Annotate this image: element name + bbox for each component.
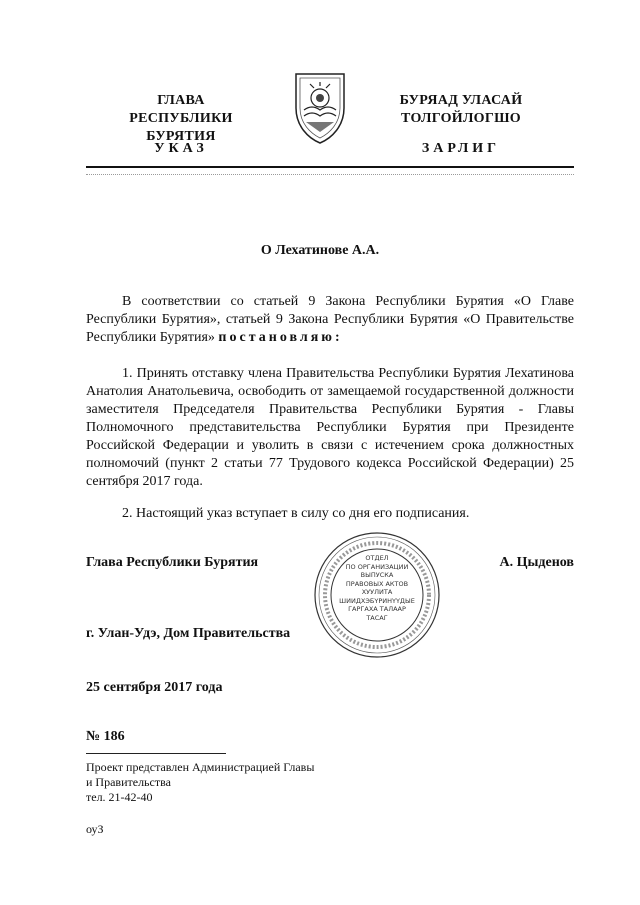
preamble-paragraph [86, 293, 574, 347]
place: г. Улан-Удэ, Дом Правительства [86, 626, 291, 641]
footer-line-3: тел. 21-42-40 [86, 790, 153, 804]
stamp-line-6: ШИИДХЭБҮРИНҮҮДЫЕ [339, 596, 415, 605]
stamp-line-7: ГАРГАХА ТАЛААР [348, 605, 406, 613]
decree-number: № 186 [86, 729, 125, 744]
stamp-line-4: ПРАВОВЫХ АКТОВ [345, 579, 409, 588]
header-right-doc-type: ЗАРЛИГ [421, 141, 501, 156]
stamp-line-5: ХУУЛИТА [361, 588, 393, 596]
decree-word: постановляю: [218, 330, 343, 345]
document-code: оуЗ [86, 822, 104, 836]
header-right-line2: ТОЛГОЙЛОГШО [401, 111, 521, 126]
footer-line-1: Проект представлен Администрацией Главы [86, 760, 315, 774]
header-left-title [96, 92, 266, 146]
signatory-name: А. Цыденов [499, 555, 574, 570]
official-stamp [312, 530, 442, 660]
item-1-paragraph: 1. Принять отставку члена Правительства Республики Бурятия Лехатинова Анатолия Анатольевича, освободить от замещаемой государственной должности заместителя Председателя Правительства Республики Бурятия - Главы Полномочного представительства Республики Бурятия при Президенте Российской Федерации и уволить в связи с истечением срока должностных полномочий (пункт 2 статьи 77 Трудового кодекса Российской Федерации) 25 сентября 2017 года. [86, 366, 574, 489]
stamp-line-1: ОТДЕЛ [365, 554, 389, 562]
stamp-line-8: ТАСАГ [366, 613, 388, 622]
signatory-position: Глава Республики Бурятия [86, 555, 259, 570]
footer-rule [86, 753, 226, 754]
header-right-line1: БУРЯАД УЛАСАЙ [399, 93, 523, 108]
header-left-line1: ГЛАВА [157, 93, 205, 108]
header-left-doc-type: УКАЗ [154, 141, 208, 156]
footer-note [86, 760, 314, 805]
item-2-paragraph: 2. Настоящий указ вступает в силу со дня его подписания. [122, 506, 470, 521]
footer-line-2: и Правительства [86, 775, 171, 789]
document-title: О Лехатинове А.А. [260, 243, 380, 258]
coat-of-arms-icon [290, 70, 350, 146]
preamble-text: В соответствии со статьей 9 Закона Республики Бурятия «О Главе Республики Бурятия», статьей 9 Закона Республики Бурятия «О Правительстве Республики Бурятия» [86, 294, 574, 345]
header-right-title [376, 92, 546, 128]
decree-date: 25 сентября 2017 года [86, 680, 223, 695]
header-rule [86, 166, 574, 168]
stamp-line-3: ВЫПУСКА [360, 571, 394, 579]
header-dotted-rule [86, 174, 574, 175]
stamp-line-2: ПО ОРГАНИЗАЦИИ [345, 562, 409, 571]
header-left-line2: РЕСПУБЛИКИ БУРЯТИЯ [129, 111, 233, 144]
